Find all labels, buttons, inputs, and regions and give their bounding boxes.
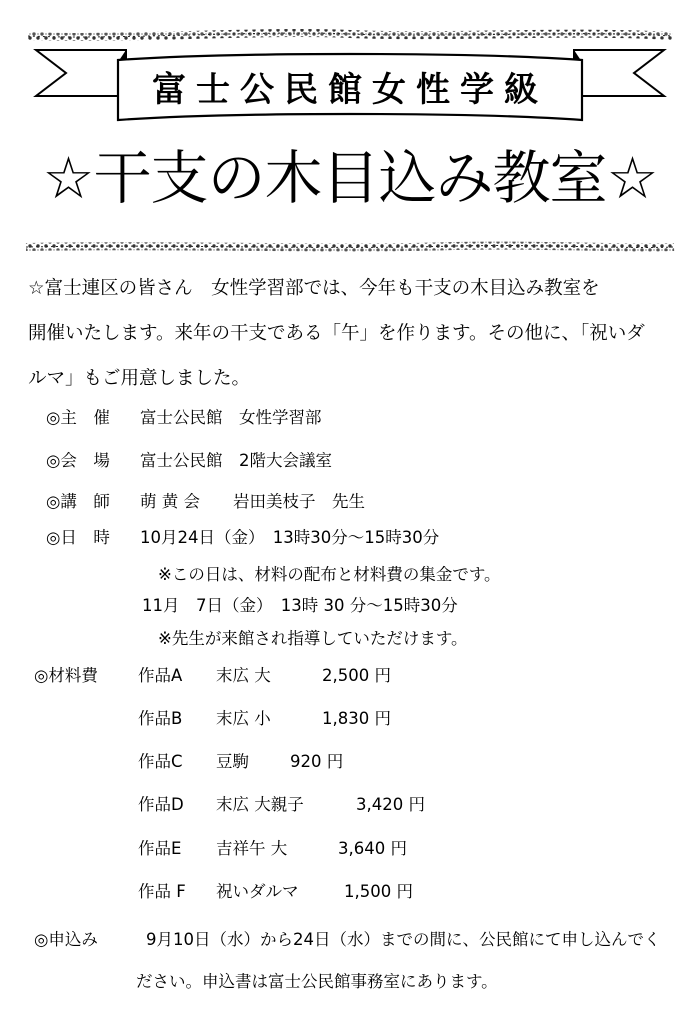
venue-value: 富士公民館 2階大会議室 xyxy=(140,451,332,470)
material-item-price: 2,500 円 xyxy=(322,666,391,685)
material-item-name: 吉祥午 大 xyxy=(216,839,288,858)
host-value: 富士公民館 女性学習部 xyxy=(140,408,322,427)
material-item-price: 920 円 xyxy=(290,752,344,771)
intro-line: 開催いたします。来年の干支である「午」を作ります。その他に、「祝いダ xyxy=(28,323,645,344)
application-line-1: 9月10日（水）から24日（水）までの間に、公民館にて申し込んでく xyxy=(146,930,661,949)
material-item-price: 1,830 円 xyxy=(322,709,391,728)
schedule-date-1: 10月24日（金） 13時30分～15時30分 xyxy=(140,528,440,547)
material-item-code: 作品A xyxy=(138,666,183,685)
material-item xyxy=(138,750,348,776)
material-item-name: 末広 大親子 xyxy=(216,795,304,814)
intro-line: ☆富士連区の皆さん 女性学習部では、今年も干支の木目込み教室を xyxy=(28,278,600,299)
venue-label: ◎会 場 xyxy=(46,451,110,470)
ribbon-banner xyxy=(0,0,700,130)
material-item-code: 作品D xyxy=(138,795,184,814)
material-item-price: 3,640 円 xyxy=(338,839,407,858)
rope-divider xyxy=(24,240,676,254)
material-item-name: 末広 小 xyxy=(216,709,271,728)
page-title: ☆干支の木目込み教室☆ xyxy=(42,144,658,212)
material-item xyxy=(138,664,391,690)
material-item-code: 作品E xyxy=(138,839,182,858)
material-item-code: 作品B xyxy=(138,709,183,728)
schedule-date-2: 11月 7日（金） 13時 30 分～15時30分 xyxy=(142,596,458,615)
banner-title: 富士公民館女性学級 xyxy=(152,70,548,110)
intro-paragraph xyxy=(28,266,688,401)
material-item xyxy=(138,880,412,906)
schedule-note-1: ※この日は、材料の配布と材料費の集金です。 xyxy=(158,565,501,584)
material-item-name: 豆駒 xyxy=(216,752,249,771)
instructor-value: 萌 黄 会 岩田美枝子 先生 xyxy=(140,492,365,511)
material-item-code: 作品C xyxy=(138,752,183,771)
material-item xyxy=(138,793,426,819)
application-line-2: ださい。申込書は富士公民館事務室にあります。 xyxy=(136,972,498,991)
material-item-price: 1,500 円 xyxy=(344,882,413,901)
material-item-code: 作品 F xyxy=(138,882,186,901)
application-label: ◎申込み xyxy=(34,930,98,949)
material-item xyxy=(138,837,406,863)
material-item xyxy=(138,707,391,733)
materials-label: ◎材料費 xyxy=(34,666,98,685)
schedule-note-2: ※先生が来館され指導していただけます。 xyxy=(158,629,468,648)
intro-line: ルマ」もご用意しました。 xyxy=(28,368,251,389)
material-item-price: 3,420 円 xyxy=(356,795,425,814)
host-label: ◎主 催 xyxy=(46,408,110,427)
material-item-name: 末広 大 xyxy=(216,666,271,685)
material-item-name: 祝いダルマ xyxy=(216,882,299,901)
instructor-label: ◎講 師 xyxy=(46,492,110,511)
schedule-label: ◎日 時 xyxy=(46,528,110,547)
